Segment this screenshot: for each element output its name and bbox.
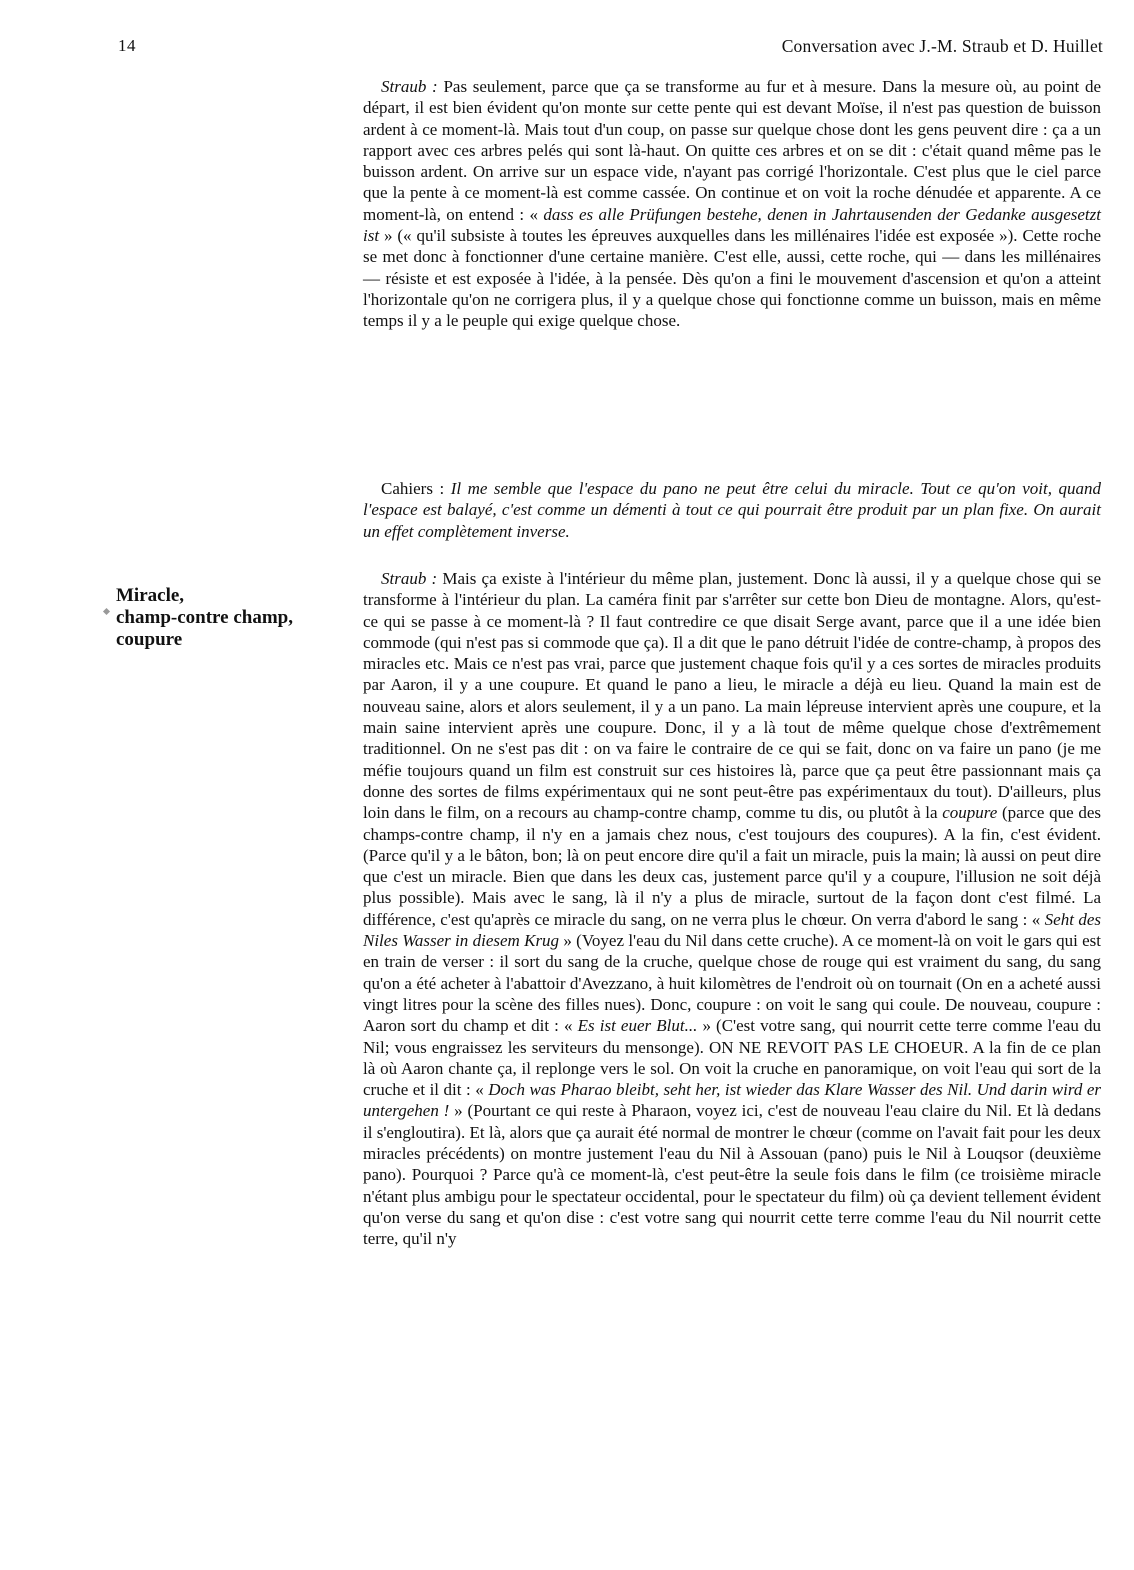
paragraph-straub-2 — [363, 568, 1101, 1250]
text-segment: Mais ça existe à l'intérieur du même plan, justement. Donc là aussi, il y a quelque chose qui se transforme à l'intérieur du plan. La caméra finit par s'arrêter sur cette bon Dieu de montagne. Alors, qu'est-ce qui se passe à ce moment-là ? Il faut contredire ce que disait Serge avant, parce que il a une idée bien commode (qui n'est pas si commode que ça). Il a dit que le pano détruit l'idée de contre-champ, à propos des miracles etc. Mais ce n'est pas vrai, parce que justement chaque fois qu'il y a ces sortes de miracles produits par Aaron, il y a une coupure. Et quand le pano a lieu, le miracle a déjà eu lieu. Quand la main est de nouveau saine, alors et alors seulement, il y a un pano. La main lépreuse intervient après une coupure, et la main saine intervient après une coupure. Donc, il y a là tout de même quelque chose d'extrêmement traditionnel. On ne s'est pas dit : on va faire le contraire de ce qui se fait, donc on va faire un pano (je me méfie toujours quand un film est construit sur ces histoires là, parce que ça peut être passionnant mais ça donne des sortes de films expérimentaux qui ne sont peut-être pas expérimentaux du tout). D'ailleurs, plus loin dans le film, on a recours au champ-contre champ, comme tu dis, ou plutôt à la — [363, 569, 1101, 823]
speaker-label: Straub : — [381, 77, 438, 96]
text-segment: » (Voyez l'eau du Nil dans cette cruche). A ce moment-là on voit le gars qui est en train de verser : il sort du sang de la cruche, quelque chose de rouge qui est vraiment du sang, du sang qu'on a été acheter à l'abattoir d'Avezzano, à huit kilomètres de l'endroit où on tournait (On en a acheté aussi vingt litres pour la scène des filles nues). Donc, coupure : on voit le sang qui coule. De nouveau, coupure : Aaron sort du champ et dit : « — [363, 931, 1101, 1036]
text-segment: » (C'est votre sang, qui nourrit cette terre comme l'eau du Nil; vous engraissez les serviteurs du mensonge). ON NE REVOIT PAS LE CHOEUR. A la fin de ce plan là où Aaron chante ça, il replonge vers le sol. On voit la cruche en panoramique, on voit l'eau qui sort de la cruche et il dit : « — [363, 1016, 1101, 1100]
side-heading-line: champ-contre champ, — [116, 607, 293, 628]
text-segment: (parce que des champs-contre champ, il n'y en a jamais chez nous, c'est toujours des coupures). A la fin, c'est évident. (Parce qu'il y a le bâton, bon; là on peut encore dire qu'il a fait un miracle, puis la main; là aussi on peut dire que c'est un miracle. Bien que dans les deux cas, justement parce qu'il y a coupure, l'illusion ne soit déjà plus possible). Mais avec le sang, là il n'y a plus de miracle, surtout de la façon dont c'est filmé. La différence, c'est qu'après ce miracle du sang, on ne verra plus le chœur. On verra d'abord le sang : « — [363, 803, 1101, 929]
paragraph-body — [363, 478, 1101, 542]
text-segment: Pas seulement, parce que ça se transforme au fur et à mesure. Dans la mesure où, au point de départ, il est bien évident qu'on monte sur cette pente qui est devant Moïse, il n'est pas question de buisson ardent à ce moment-là. Mais tout d'un coup, on passe sur quelque chose dont les gens peuvent dire : ça a un rapport avec ces arbres pelés qui sont là-haut. On quitte ces arbres et on se dit : c'était quand même pas le buisson ardent. On arrive sur un espace vide, n'ayant pas corrigé l'horizontale. C'est plus que le ciel parce que la pente à ce moment-là est comme cassée. On continue et on voit la roche dénudée et apparente. A ce moment-là, on entend : « — [363, 77, 1101, 224]
german-quote: Doch was Pharao bleibt, seht her, ist wieder das Klare Wasser des Nil. Und darin wird er untergehen ! — [363, 1080, 1101, 1121]
running-title: Conversation avec J.-M. Straub et D. Huillet — [781, 36, 1103, 56]
side-heading-line: Miracle, — [116, 585, 185, 606]
german-quote: dass es alle Prüfungen bestehe, denen in Jahrtausenden der Gedanke ausgesetzt ist — [363, 204, 1101, 246]
paragraph-body — [363, 76, 1101, 332]
speaker-label: Straub : — [381, 569, 438, 588]
side-heading — [116, 585, 356, 651]
text-segment: » (« qu'il subsiste à toutes les épreuves auxquelles dans les millénaires l'idée est exposée »). Cette roche se met donc à fonctionner d'une certaine manière. C'est elle, aussi, cette roche, qui — dans les millénaires — résiste et est exposée à l'idée, à la pensée. Dès qu'on a fini le mouvement d'ascension et qu'on a atteint l'horizontale qu'on ne corrigera plus, il y a quelque chose qui fonctionne comme un buisson, mais en même temps il y a le peuple qui exige quelque chose. — [363, 226, 1101, 331]
speaker-label: Cahiers : — [381, 479, 445, 498]
question-text: Il me semble que l'espace du pano ne peut être celui du miracle. Tout ce qu'on voit, quand l'espace est balayé, c'est comme un démenti à tout ce qui pourrait être produit par un plan fixe. On aurait un effet complètement inverse. — [363, 479, 1101, 541]
italic-term: coupure — [942, 803, 998, 823]
paragraph-cahiers — [363, 478, 1101, 542]
page-number: 14 — [118, 36, 136, 55]
paragraph-straub-1 — [363, 76, 1101, 332]
text-segment: » (Pourtant ce qui reste à Pharaon, voyez ici, c'est de nouveau l'eau claire du Nil. Et là dedans il s'engloutira). Et là, alors que ça aurait été normal de montrer le chœur (comme on l'avait fait pour les deux miracles précédents) on montre justement l'eau du Nil à Assouan (pano) puis le Nil à Louqsor (deuxième pano). Pourquoi ? Parce qu'à ce moment-là, c'est peut-être la seule fois dans le film (ce troisième miracle n'étant plus ambigu pour le spectateur occidental, pour le spectateur du film) où ça devient tellement évident qu'on verse du sang et qu'on dise : c'est votre sang qui nourrit cette terre comme l'eau du Nil nourrit cette terre, qu'il n'y — [363, 1101, 1101, 1249]
margin-mark-icon — [103, 608, 110, 615]
german-quote: Seht des Niles Wasser in diesem Krug — [363, 909, 1101, 951]
german-quote: Es ist euer Blut... — [577, 1016, 698, 1036]
paragraph-body — [363, 568, 1101, 1250]
side-heading-line: coupure — [116, 629, 183, 650]
